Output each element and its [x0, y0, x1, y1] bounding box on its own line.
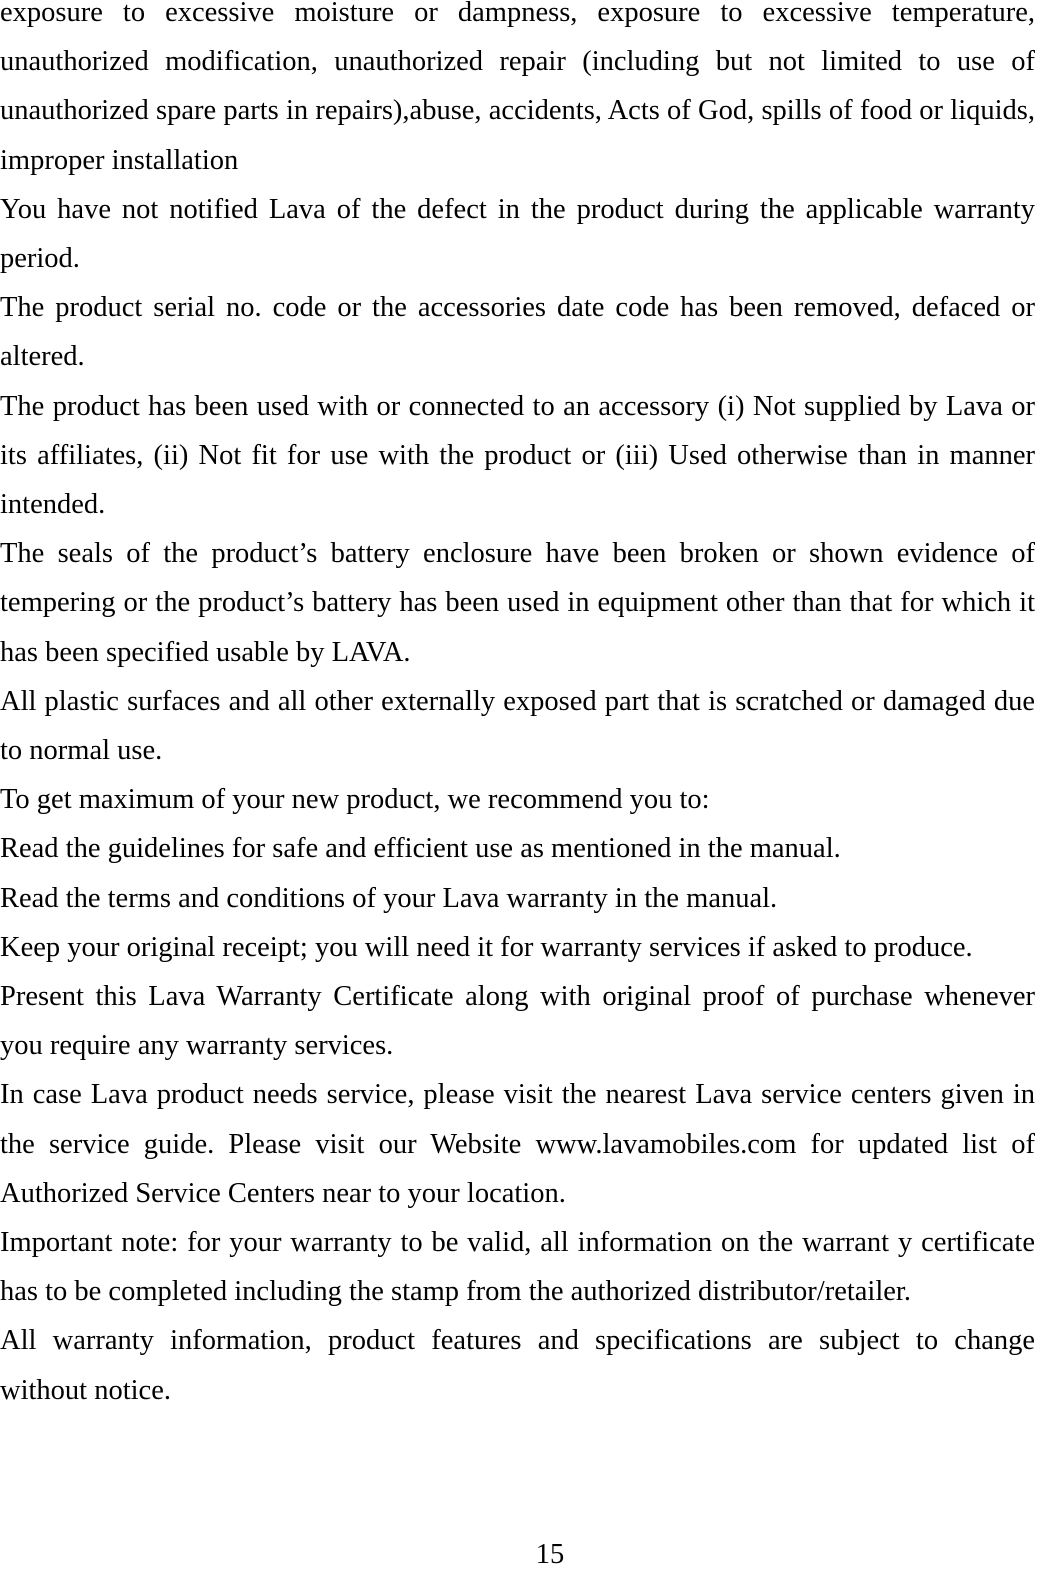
- paragraph-keep-receipt: Keep your original receipt; you will need it for warranty services if asked to produce.: [0, 931, 973, 963]
- paragraph-service-centers: In case Lava product needs service, please visit the nearest Lava service centers given in the service guide. Please visit our Website www.lavamobiles.com for updated list of Authorized Service Centers near to your location.: [0, 1079, 1035, 1209]
- paragraph-accessory: The product has been used with or connected to an accessory (i) Not supplied by Lava or its affiliates, (ii) Not fit for use with the product or (iii) Used otherwise than in manner intended.: [0, 390, 1035, 521]
- paragraph-exclusions-damage: exposure to excessive moisture or dampness, exposure to excessive temperature, unauthorized modification, unauthorized repair (including but not limited to use of unauthorized spare parts in repairs),abuse, accidents, Acts of God, spills of food or liquids, improper installation: [0, 0, 1035, 176]
- paragraph-present-certificate: Present this Lava Warranty Certificate along with original proof of purchase whenever you require any warranty services.: [0, 981, 1035, 1062]
- paragraph-plastic-surfaces: All plastic surfaces and all other externally exposed part that is scratched or damaged due to normal use.: [0, 685, 1035, 767]
- paragraph-not-notified: You have not notified Lava of the defect in the product during the applicable warranty period.: [0, 193, 1035, 275]
- paragraph-battery-seals: The seals of the product’s battery enclosure have been broken or shown evidence of tempering or the product’s battery has been used in equipment other than that for which it has been specified usable by LAVA.: [0, 538, 1035, 668]
- paragraph-important-note: Important note: for your warranty to be valid, all information on the warrant y certificate has to be completed including the stamp from the authorized distributor/retailer.: [0, 1227, 1035, 1308]
- paragraph-serial-removed: The product serial no. code or the accessories date code has been removed, defaced or altered.: [0, 292, 1035, 373]
- paragraph-read-terms: Read the terms and conditions of your Lava warranty in the manual.: [0, 882, 778, 914]
- paragraph-subject-to-change: All warranty information, product features and specifications are subject to change without notice.: [0, 1325, 1035, 1406]
- page-number: 15: [535, 1539, 565, 1570]
- paragraph-read-guidelines: Read the guidelines for safe and efficient use as mentioned in the manual.: [0, 833, 841, 865]
- paragraph-recommend-intro: To get maximum of your new product, we recommend you to:: [0, 784, 710, 816]
